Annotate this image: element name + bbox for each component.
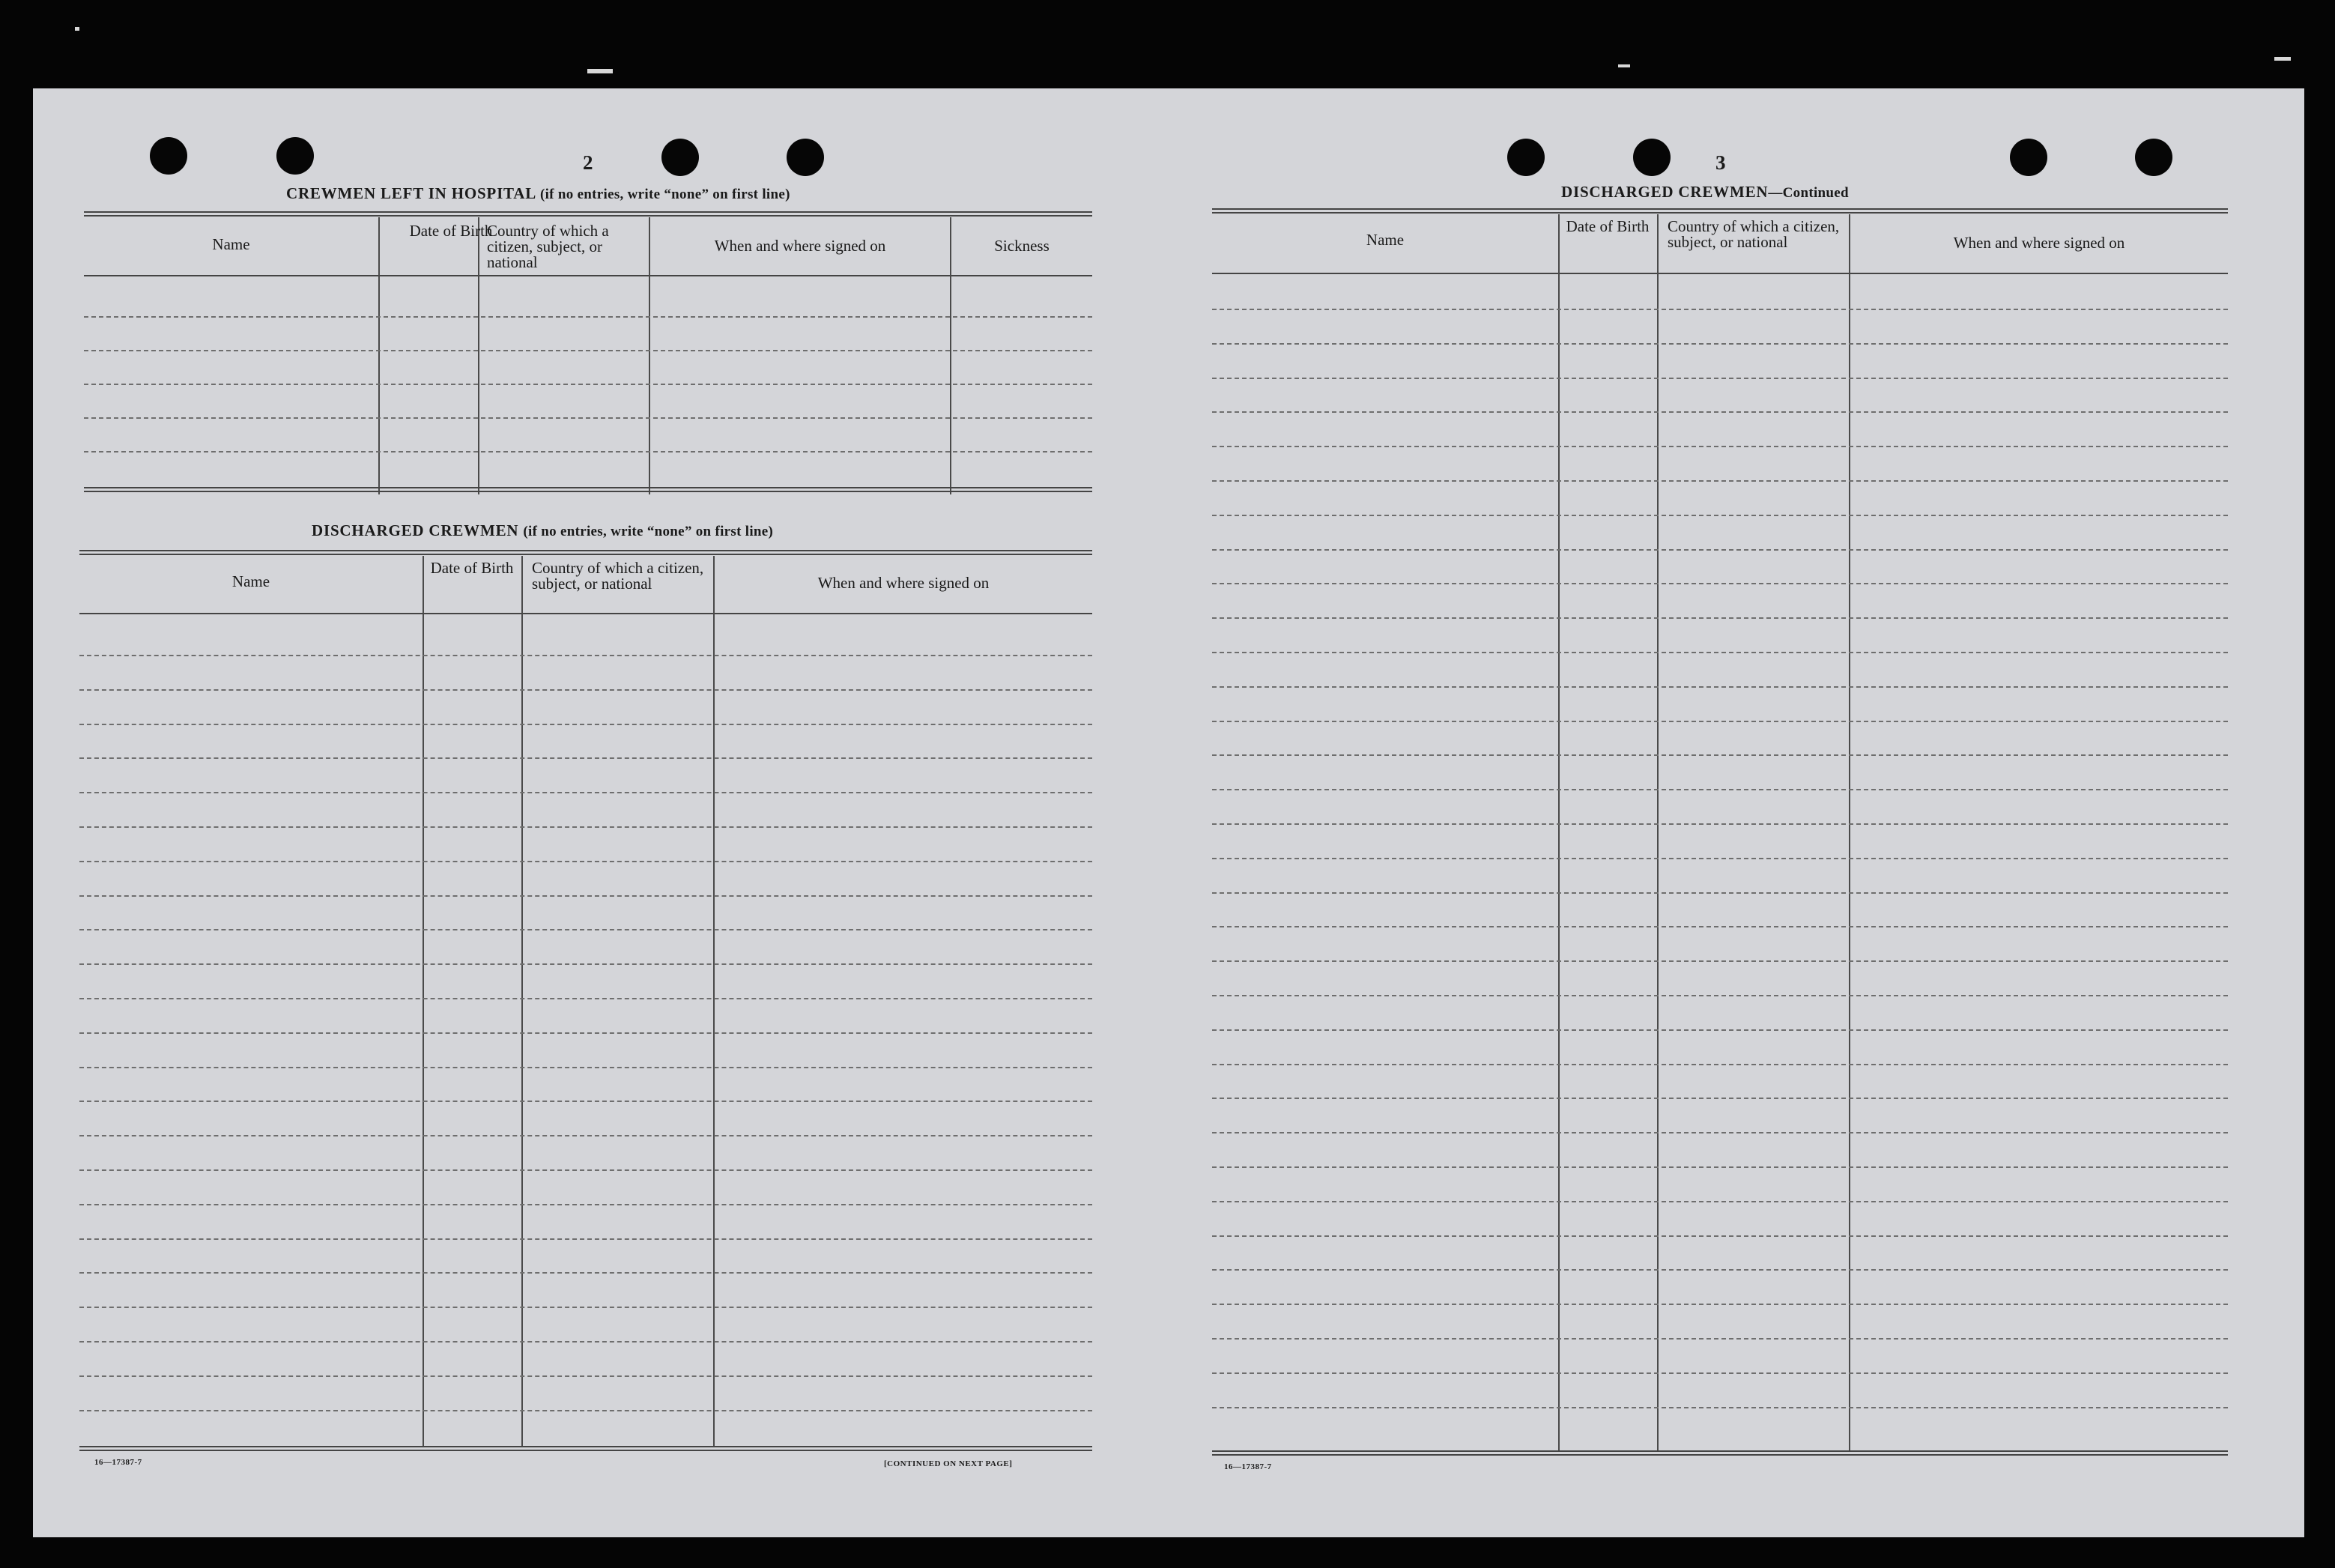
form-number-left: 16—17387-7 xyxy=(94,1458,142,1467)
col-header-when-where: When and where signed on xyxy=(1953,234,2125,252)
col-header-when-where: When and where signed on xyxy=(714,237,886,255)
entry-line[interactable] xyxy=(79,1169,1092,1171)
punch-hole xyxy=(2010,139,2047,176)
entry-line[interactable] xyxy=(1212,1304,2228,1305)
punch-hole xyxy=(661,139,699,176)
entry-line[interactable] xyxy=(1212,583,2228,584)
page-number-left: 2 xyxy=(583,151,593,174)
punch-hole xyxy=(1507,139,1545,176)
entry-line[interactable] xyxy=(1212,686,2228,688)
entry-line[interactable] xyxy=(79,757,1092,759)
discharged-section-title xyxy=(312,523,773,539)
col-header-name: Name xyxy=(1366,231,1405,249)
entry-line[interactable] xyxy=(1212,343,2228,345)
entry-line[interactable] xyxy=(84,417,1092,419)
column-divider xyxy=(1657,214,1659,1452)
header-rule xyxy=(1212,273,2228,274)
discharged-table xyxy=(79,550,1092,1456)
entry-line[interactable] xyxy=(79,792,1092,793)
scan-speck xyxy=(75,27,79,31)
entry-line[interactable] xyxy=(79,689,1092,691)
entry-line[interactable] xyxy=(79,826,1092,828)
entry-line[interactable] xyxy=(79,655,1092,656)
entry-line[interactable] xyxy=(1212,823,2228,825)
col-header-country: Country of which a citizen, subject, or national xyxy=(1668,217,1840,251)
column-divider xyxy=(1849,214,1850,1452)
entry-line[interactable] xyxy=(1212,1166,2228,1168)
entry-line[interactable] xyxy=(84,316,1092,318)
entry-line[interactable] xyxy=(1212,892,2228,894)
entry-line[interactable] xyxy=(79,1101,1092,1102)
scan-speck xyxy=(587,69,613,73)
entry-line[interactable] xyxy=(1212,652,2228,653)
page-number-right: 3 xyxy=(1715,151,1726,174)
entry-line[interactable] xyxy=(1212,926,2228,927)
col-header-date-of-birth: Date of Birth xyxy=(1566,217,1650,235)
entry-line[interactable] xyxy=(1212,995,2228,996)
entry-line[interactable] xyxy=(79,1341,1092,1343)
column-divider xyxy=(378,217,380,494)
entry-line[interactable] xyxy=(79,1410,1092,1411)
entry-line[interactable] xyxy=(79,1032,1092,1034)
column-divider xyxy=(950,217,951,494)
entry-line[interactable] xyxy=(1212,721,2228,722)
col-header-date-of-birth: Date of Birth xyxy=(409,222,493,240)
column-divider xyxy=(478,217,479,494)
entry-line[interactable] xyxy=(1212,617,2228,619)
entry-line[interactable] xyxy=(1212,1269,2228,1271)
entry-line[interactable] xyxy=(79,1375,1092,1377)
table-top-rule xyxy=(79,550,1092,555)
form-number-right: 16—17387-7 xyxy=(1224,1462,1272,1471)
entry-line[interactable] xyxy=(1212,960,2228,962)
header-rule xyxy=(84,275,1092,276)
entry-line[interactable] xyxy=(84,350,1092,351)
punch-hole xyxy=(2135,139,2172,176)
discharged-continued-title xyxy=(1561,184,1849,200)
col-header-date-of-birth: Date of Birth xyxy=(430,559,514,577)
entry-line[interactable] xyxy=(79,1238,1092,1240)
entry-line[interactable] xyxy=(1212,515,2228,516)
scan-speck xyxy=(1618,64,1630,67)
entry-line[interactable] xyxy=(79,1307,1092,1308)
col-header-country: Country of which a citizen, subject, or national xyxy=(487,222,609,271)
col-header-name: Name xyxy=(212,235,250,253)
col-header-name: Name xyxy=(231,572,270,590)
entry-line[interactable] xyxy=(1212,1201,2228,1202)
punch-hole xyxy=(150,137,187,175)
entry-line[interactable] xyxy=(1212,480,2228,482)
punch-hole xyxy=(1633,139,1671,176)
entry-line[interactable] xyxy=(1212,1029,2228,1031)
entry-line[interactable] xyxy=(1212,378,2228,379)
entry-line[interactable] xyxy=(1212,1132,2228,1133)
entry-line[interactable] xyxy=(1212,754,2228,756)
entry-line[interactable] xyxy=(79,1204,1092,1205)
scan-speck xyxy=(2274,57,2291,61)
column-divider xyxy=(649,217,650,494)
hospital-instruction: (if no entries, write “none” on first line) xyxy=(539,187,790,202)
entry-line[interactable] xyxy=(1212,1372,2228,1374)
entry-line[interactable] xyxy=(79,1135,1092,1136)
entry-line[interactable] xyxy=(1212,858,2228,859)
discharged-instruction: (if no entries, write “none” on first line) xyxy=(523,524,774,539)
col-header-sickness: Sickness xyxy=(994,237,1050,255)
hospital-section-title xyxy=(286,186,790,202)
entry-line[interactable] xyxy=(1212,411,2228,413)
punch-hole xyxy=(276,137,314,175)
entry-line[interactable] xyxy=(79,963,1092,965)
entry-line[interactable] xyxy=(1212,789,2228,790)
continued-label: —Continued xyxy=(1768,185,1849,201)
entry-line[interactable] xyxy=(79,724,1092,725)
entry-line[interactable] xyxy=(79,1067,1092,1068)
header-rule xyxy=(79,613,1092,614)
discharged-continued-table xyxy=(1212,208,2228,1459)
discharged-title-text: DISCHARGED CREWMEN xyxy=(312,521,519,539)
continued-note: [CONTINUED ON NEXT PAGE] xyxy=(884,1459,1013,1468)
entry-line[interactable] xyxy=(1212,1338,2228,1340)
col-header-country: Country of which a citizen, subject, or national xyxy=(532,559,704,593)
entry-line[interactable] xyxy=(1212,1235,2228,1237)
entry-line[interactable] xyxy=(84,451,1092,452)
column-divider xyxy=(1558,214,1560,1452)
entry-line[interactable] xyxy=(1212,1098,2228,1099)
table-top-rule xyxy=(1212,208,2228,214)
entry-line[interactable] xyxy=(1212,1064,2228,1065)
entry-line[interactable] xyxy=(79,1272,1092,1274)
hospital-title-text: CREWMEN LEFT IN HOSPITAL xyxy=(286,184,536,202)
entry-line[interactable] xyxy=(1212,1407,2228,1408)
entry-line[interactable] xyxy=(1212,309,2228,310)
discharged-continued-text: DISCHARGED CREWMEN xyxy=(1561,183,1769,201)
table-top-rule xyxy=(84,211,1092,217)
hospital-table xyxy=(84,211,1092,496)
entry-line[interactable] xyxy=(79,929,1092,930)
table-bottom-rule xyxy=(84,487,1092,492)
col-header-when-where: When and where signed on xyxy=(817,574,990,592)
entry-line[interactable] xyxy=(79,895,1092,897)
entry-line[interactable] xyxy=(79,861,1092,862)
punch-hole xyxy=(787,139,824,176)
entry-line[interactable] xyxy=(84,384,1092,385)
entry-line[interactable] xyxy=(1212,446,2228,447)
entry-line[interactable] xyxy=(79,998,1092,999)
entry-line[interactable] xyxy=(1212,549,2228,551)
table-bottom-rule xyxy=(1212,1450,2228,1456)
table-bottom-rule xyxy=(79,1446,1092,1451)
